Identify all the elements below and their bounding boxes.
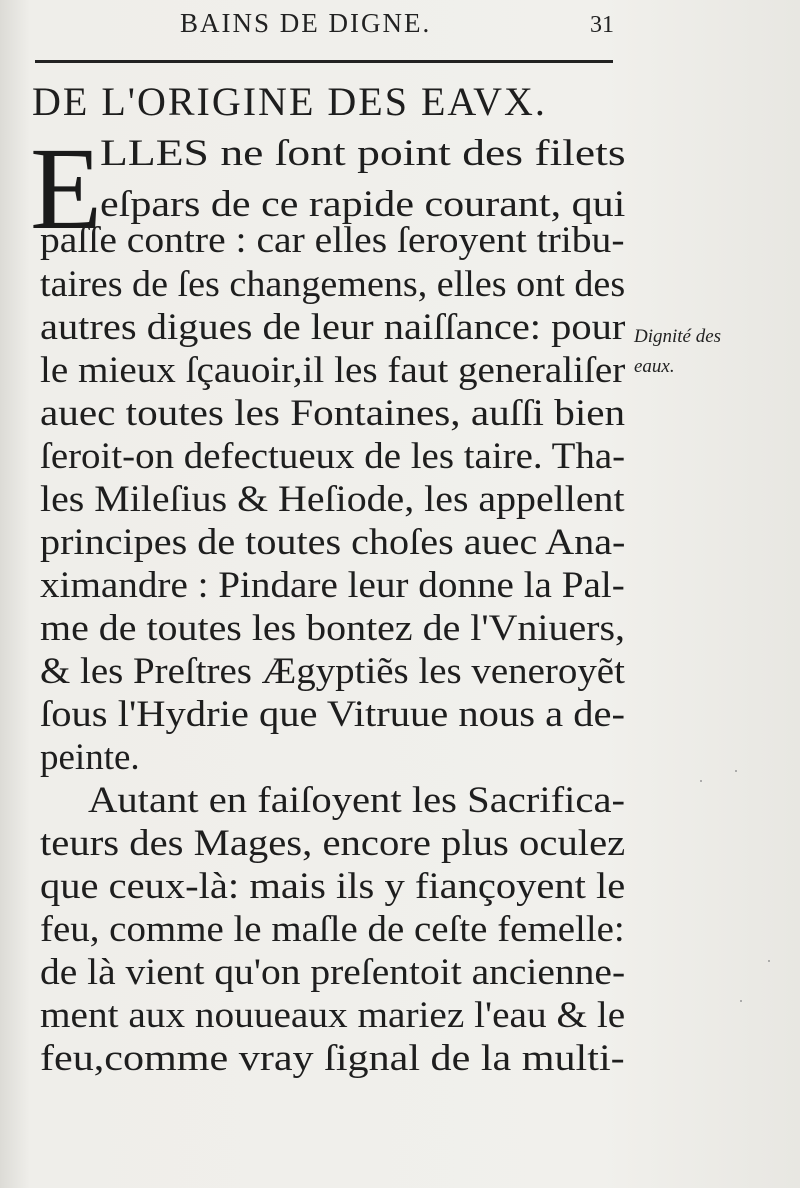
text-line: ment aux nouueaux mariez l'eau & le (40, 995, 626, 1036)
text-line: les Mileſius & Heſiode, les appellent (40, 479, 625, 520)
text-line: eſpars de ce rapide courant, qui (100, 184, 626, 225)
text-line: feu,comme vray ſignal de la multi- (40, 1038, 625, 1079)
text-line: & les Preſtres Ægyptiẽs les veneroyẽt (40, 651, 625, 692)
running-head: BAINS DE DIGNE. (180, 8, 432, 38)
paper-speck (768, 960, 770, 962)
text-line: feu, comme le maſle de ceſte femelle: (40, 909, 625, 950)
text-line: principes de toutes choſes auec Ana- (40, 522, 626, 563)
paper-speck (740, 1000, 742, 1002)
text-line: de là vient qu'on preſentoit ancienne- (40, 952, 626, 993)
margin-note-line: eaux. (634, 356, 675, 377)
paper-speck (700, 780, 702, 782)
paper-speck (735, 770, 737, 772)
drop-cap: E (30, 123, 103, 254)
margin-note-line: Dignité des (634, 326, 722, 347)
text-line: peinte. (40, 737, 140, 778)
text-line: LLES ne ſont point des filets (100, 133, 626, 174)
text-line: taires de ſes changemens, elles ont des (40, 264, 626, 305)
text-line: ſeroit-on defectueux de les taire. Tha- (40, 436, 626, 477)
header-rule (35, 60, 613, 63)
text-line: teurs des Mages, encore plus oculez (40, 823, 626, 864)
page-number: 31 (590, 12, 614, 38)
chapter-title: DE L'ORIGINE DES EAVX. (32, 79, 547, 124)
text-line: le mieux ſçauoir,il les faut generaliſer (40, 350, 626, 391)
text-line: que ceux-là: mais ils y fiançoyent le (40, 866, 626, 907)
text-line: me de toutes les bontez de l'Vniuers, (40, 608, 625, 649)
text-line: Autant en faiſoyent les Sacrifica- (88, 780, 626, 821)
text-line: paſſe contre : car elles ſeroyent tribu- (40, 220, 625, 261)
text-line: ſous l'Hydrie que Vitruue nous a de- (40, 694, 625, 735)
text-line: autres digues de leur naiſſance: pour (40, 307, 626, 348)
text-line: ximandre : Pindare leur donne la Pal- (40, 565, 625, 606)
text-line: auec toutes les Fontaines, auſſi bien (40, 393, 626, 434)
